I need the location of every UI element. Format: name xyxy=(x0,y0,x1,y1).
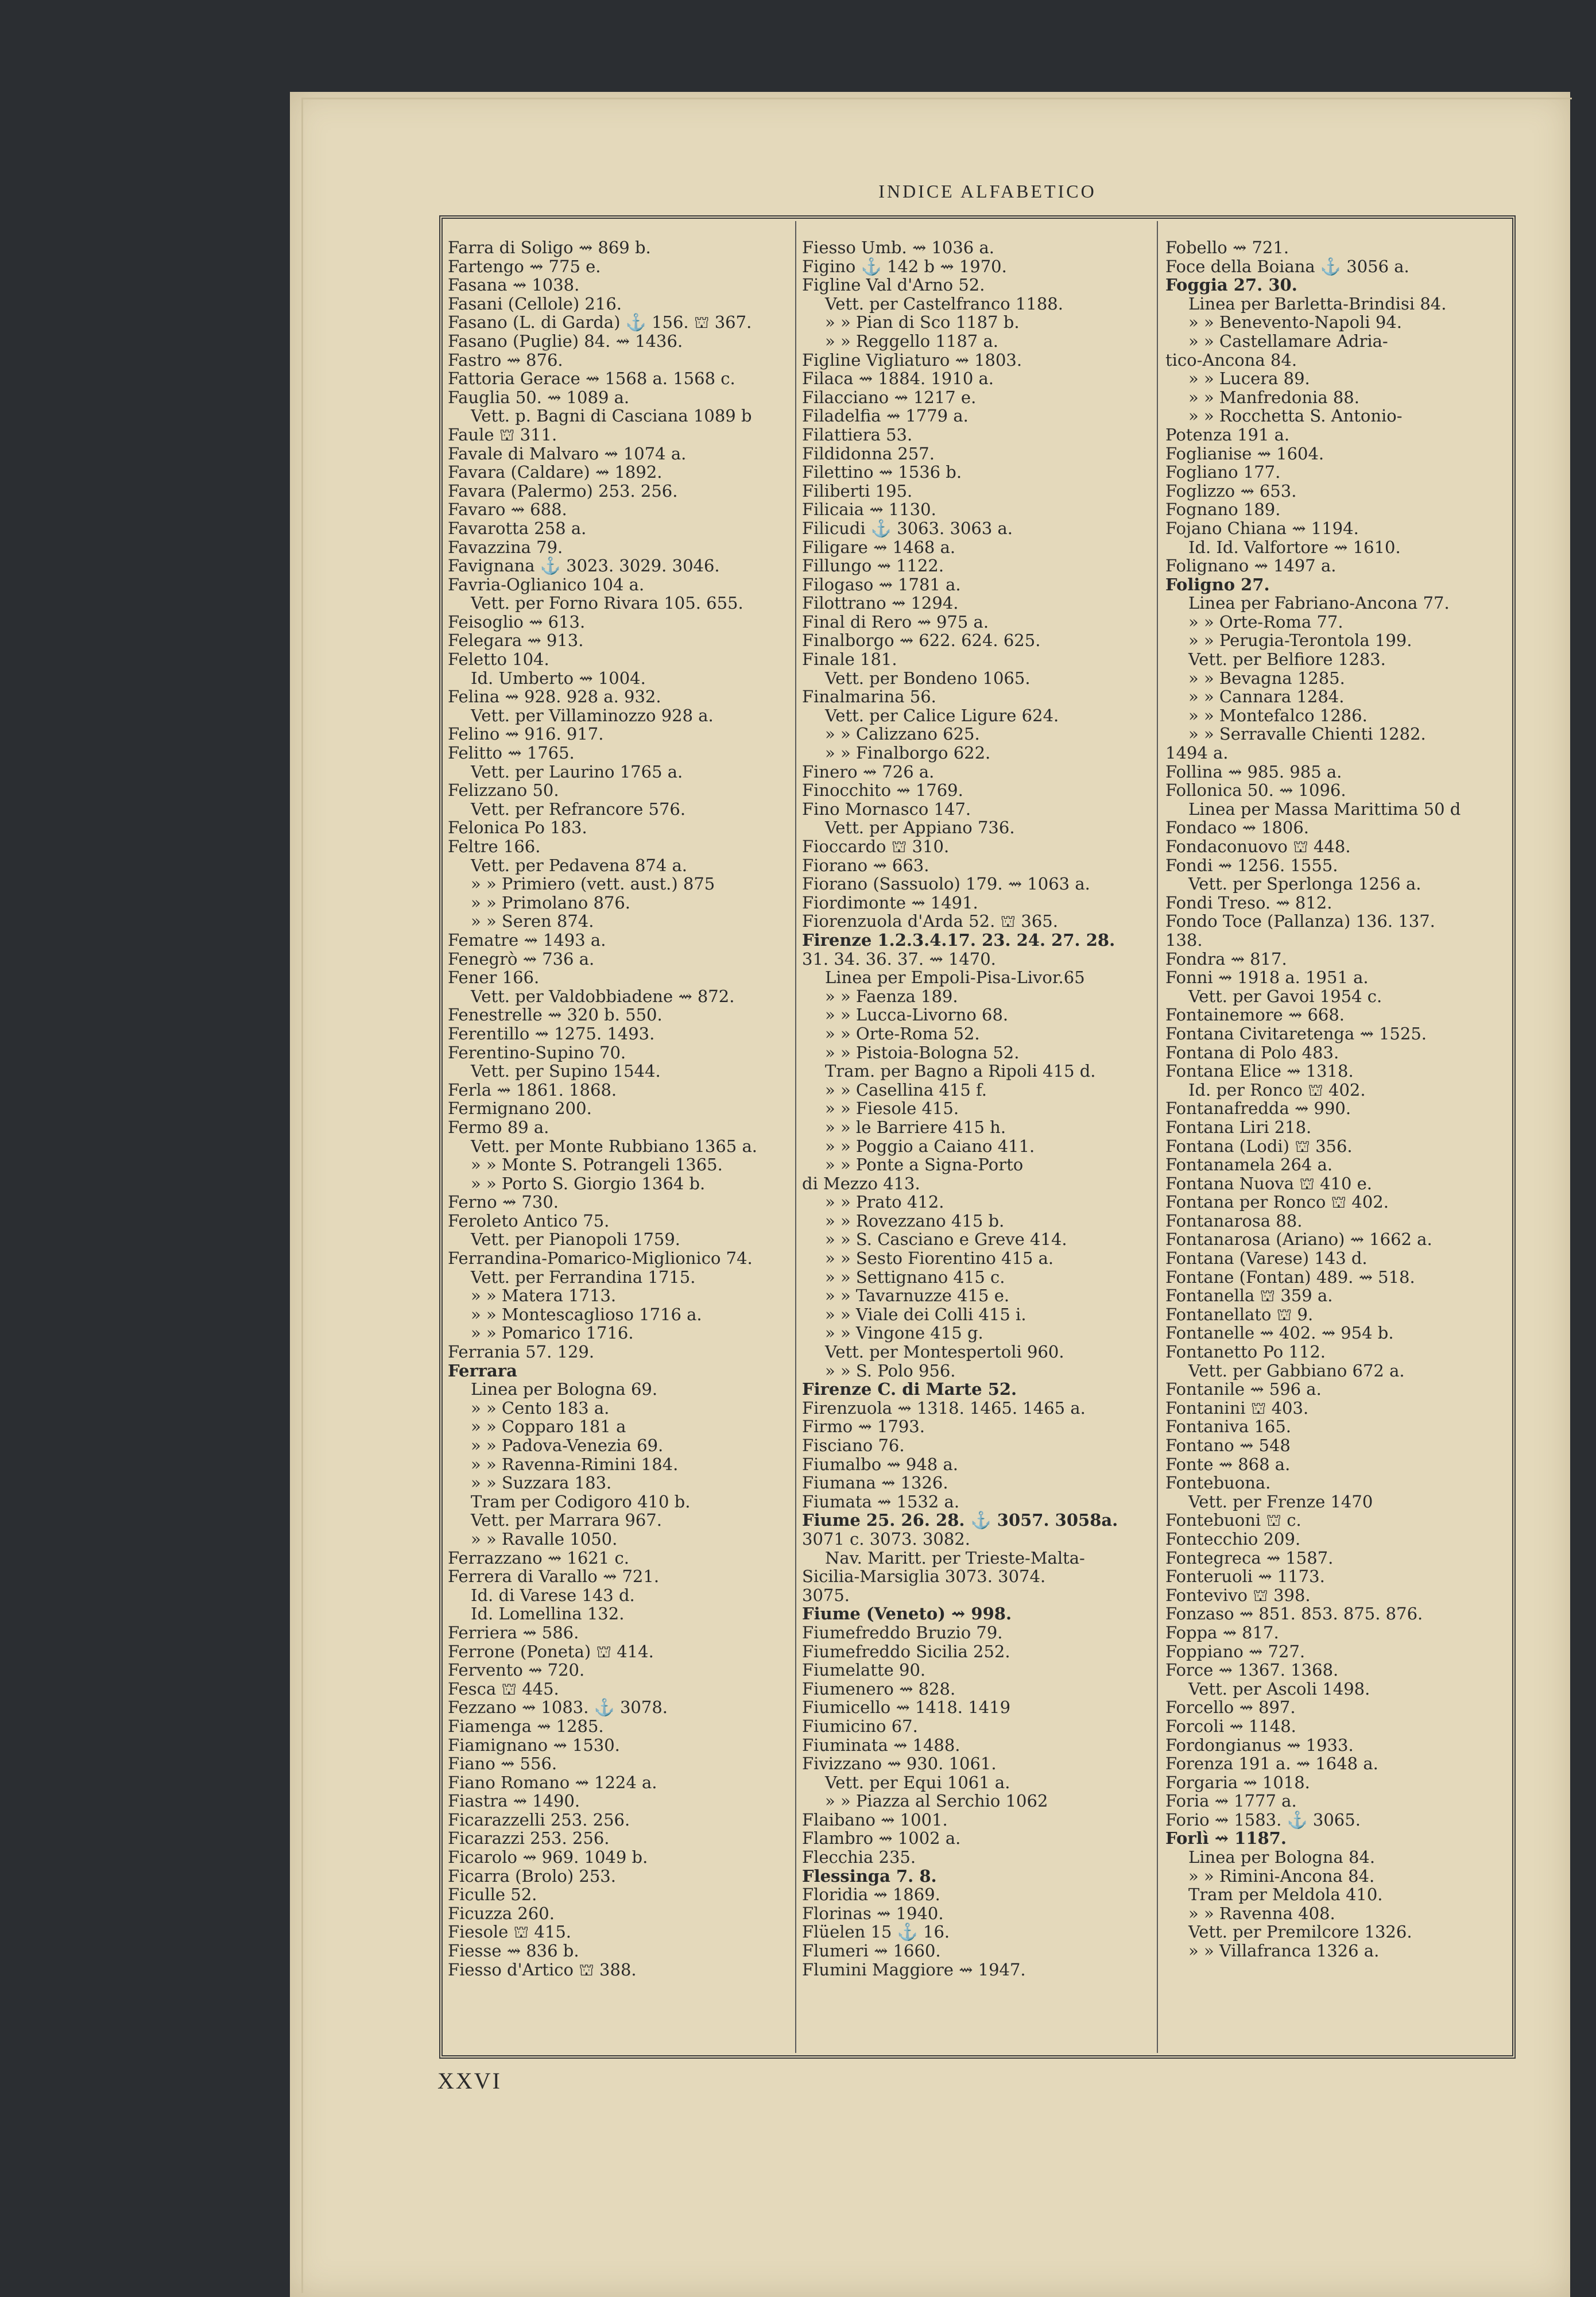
index-entry: Fezzano ⇝ 1083. ⚓ 3078. xyxy=(448,1697,668,1718)
index-entry: Fondaconuovo ⛫ 448. xyxy=(1165,837,1351,856)
index-entry: Feisoglio ⇝ 613. xyxy=(448,612,586,632)
index-entry: Ferrandina-Pomarico-Miglionico 74. xyxy=(448,1248,753,1269)
index-entry: Fondi Treso. ⇝ 812. xyxy=(1165,892,1332,912)
index-entry: Ferrone (Poneta) ⛫ 414. xyxy=(448,1641,654,1661)
index-entry: Fontana Elice ⇝ 1318. xyxy=(1165,1061,1354,1081)
index-entry: Ficarolo ⇝ 969. 1049 b. xyxy=(448,1847,648,1867)
index-entry: Linea per Fabriano-Ancona 77. xyxy=(1188,593,1450,613)
index-entry: » » Monte S. Potrangeli 1365. xyxy=(471,1155,723,1175)
index-entry: Vett. per Frenze 1470 xyxy=(1188,1491,1373,1511)
index-entry: Linea per Bologna 69. xyxy=(471,1379,658,1399)
index-entry: » » Porto S. Giorgio 1364 b. xyxy=(471,1173,706,1193)
index-entry: Vett. per Montespertoli 960. xyxy=(825,1342,1064,1362)
index-entry: » » Lucera 89. xyxy=(1188,369,1310,389)
index-entry: Fontano ⇝ 548 xyxy=(1165,1436,1291,1455)
index-entry: Fojano Chiana ⇝ 1194. xyxy=(1165,518,1359,538)
index-entry: » » Benevento-Napoli 94. xyxy=(1188,312,1402,332)
index-entry: Vett. per Ferrandina 1715. xyxy=(471,1267,696,1287)
index-entry: Fiumicello ⇝ 1418. 1419 xyxy=(802,1697,1011,1718)
index-entry: Figino ⚓ 142 b ⇝ 1970. xyxy=(802,256,1007,276)
index-entry: Linea per Massa Marittima 50 d xyxy=(1188,799,1461,819)
index-entry: 31. 34. 36. 37. ⇝ 1470. xyxy=(802,949,996,969)
index-entry: Feroleto Antico 75. xyxy=(448,1211,610,1231)
index-entry: Fino Mornasco 147. xyxy=(802,799,971,819)
index-entry: Favarotta 258 a. xyxy=(448,518,587,538)
index-entry: Vett. per Castelfranco 1188. xyxy=(825,293,1063,314)
index-entry: Filaca ⇝ 1884. 1910 a. xyxy=(802,369,994,389)
index-entry: Fonteruoli ⇝ 1173. xyxy=(1165,1567,1325,1587)
index-entry: Vett. per Monte Rubbiano 1365 a. xyxy=(471,1136,757,1156)
index-entry: Foppa ⇝ 817. xyxy=(1165,1622,1279,1642)
index-entry: Fartengo ⇝ 775 e. xyxy=(448,256,601,276)
index-entry: Fiamenga ⇝ 1285. xyxy=(448,1716,604,1736)
index-entry: Vett. per Villaminozzo 928 a. xyxy=(471,705,714,725)
index-entry: » » Tavarnuzze 415 e. xyxy=(825,1286,1010,1306)
index-entry: » » S. Casciano e Greve 414. xyxy=(825,1229,1067,1250)
index-entry: Fermo 89 a. xyxy=(448,1117,549,1137)
index-entry: Feltre 166. xyxy=(448,837,541,856)
index-entry: Fondo Toce (Pallanza) 136. 137. xyxy=(1165,911,1435,931)
index-entry: Foglizzo ⇝ 653. xyxy=(1165,481,1297,501)
index-entry: Fiume 25. 26. 28. ⚓ 3057. 3058a. xyxy=(802,1510,1118,1530)
index-entry: Fattoria Gerace ⇝ 1568 a. 1568 c. xyxy=(448,369,735,389)
index-entry: Ficulle 52. xyxy=(448,1885,537,1905)
index-entry: Finalmarina 56. xyxy=(802,687,936,707)
index-entry: Vett. per Pianopoli 1759. xyxy=(471,1229,681,1250)
index-entry: Fiuminata ⇝ 1488. xyxy=(802,1735,960,1755)
index-entry: Ficuzza 260. xyxy=(448,1903,555,1923)
index-entry: Filicudi ⚓ 3063. 3063 a. xyxy=(802,518,1013,538)
index-entry: Forenza 191 a. ⇝ 1648 a. xyxy=(1165,1754,1378,1774)
index-entry: Filiberti 195. xyxy=(802,481,913,501)
index-entry: 3075. xyxy=(802,1585,850,1605)
index-entry: Fontana Liri 218. xyxy=(1165,1117,1312,1137)
index-entry: Fiume (Veneto) ⇝ 998. xyxy=(802,1604,1012,1624)
index-entry: » » Cannara 1284. xyxy=(1188,687,1345,707)
index-entry: Floridia ⇝ 1869. xyxy=(802,1885,940,1905)
index-entry: Felina ⇝ 928. 928 a. 932. xyxy=(448,687,661,707)
index-entry: Firenzuola ⇝ 1318. 1465. 1465 a. xyxy=(802,1398,1086,1418)
index-entry: Follonica 50. ⇝ 1096. xyxy=(1165,780,1346,801)
index-entry: » » Suzzara 183. xyxy=(471,1473,612,1493)
index-entry: Figline Vigliaturo ⇝ 1803. xyxy=(802,350,1022,370)
index-entry: Fiordimonte ⇝ 1491. xyxy=(802,892,978,912)
index-entry: Figline Val d'Arno 52. xyxy=(802,275,985,295)
index-entry: Foglianise ⇝ 1604. xyxy=(1165,443,1324,463)
index-entry: Favale di Malvaro ⇝ 1074 a. xyxy=(448,443,687,463)
index-entry: Fonni ⇝ 1918 a. 1951 a. xyxy=(1165,968,1369,988)
index-entry: Nav. Maritt. per Trieste-Malta- xyxy=(825,1548,1085,1568)
index-entry: Felizzano 50. xyxy=(448,780,559,801)
column-divider xyxy=(795,221,796,2053)
index-entry: » » Montefalco 1286. xyxy=(1188,705,1368,725)
index-entry: Fonte ⇝ 868 a. xyxy=(1165,1454,1291,1474)
index-entry: Fontana (Varese) 143 d. xyxy=(1165,1248,1368,1269)
index-entry: Fastro ⇝ 876. xyxy=(448,350,563,370)
index-entry: Fontanini ⛫ 403. xyxy=(1165,1398,1309,1418)
index-entry: Fontana per Ronco ⛫ 402. xyxy=(1165,1192,1389,1212)
index-entry: Fiesso Umb. ⇝ 1036 a. xyxy=(802,238,994,257)
index-entry: » » le Barriere 415 h. xyxy=(825,1117,1006,1137)
index-entry: Id. Id. Valfortore ⇝ 1610. xyxy=(1188,537,1401,557)
index-entry: Tram. per Bagno a Ripoli 415 d. xyxy=(825,1061,1096,1081)
index-entry: tico-Ancona 84. xyxy=(1165,350,1297,370)
index-entry: Force ⇝ 1367. 1368. xyxy=(1165,1660,1339,1680)
index-entry: » » Faenza 189. xyxy=(825,986,958,1006)
index-entry: Favaro ⇝ 688. xyxy=(448,500,567,520)
index-entry: Fontana Civitaretenga ⇝ 1525. xyxy=(1165,1023,1427,1043)
index-entry: Ficarazzelli 253. 256. xyxy=(448,1809,630,1830)
index-entry: 138. xyxy=(1165,930,1203,950)
index-entry: Fiastra ⇝ 1490. xyxy=(448,1791,580,1811)
index-entry: Ficarazzi 253. 256. xyxy=(448,1828,610,1849)
index-entry: Fontaniva 165. xyxy=(1165,1417,1292,1437)
index-entry: Fisciano 76. xyxy=(802,1436,905,1455)
index-entry: Fontanetto Po 112. xyxy=(1165,1342,1326,1362)
index-entry: » » Villafranca 1326 a. xyxy=(1188,1941,1380,1961)
index-entry: Vett. per Gabbiano 672 a. xyxy=(1188,1360,1405,1380)
index-entry: Fiumenero ⇝ 828. xyxy=(802,1679,956,1699)
index-entry: » » Serravalle Chienti 1282. xyxy=(1188,724,1426,744)
index-entry: Fiesso d'Artico ⛫ 388. xyxy=(448,1959,637,1979)
index-entry: Flecchia 235. xyxy=(802,1847,916,1867)
index-entry: Finale 181. xyxy=(802,649,897,670)
index-entry: Ferrania 57. 129. xyxy=(448,1342,595,1362)
index-entry: Fontanelle ⇝ 402. ⇝ 954 b. xyxy=(1165,1323,1394,1343)
index-entry: Vett. per Refrancore 576. xyxy=(471,799,686,819)
index-entry: Favignana ⚓ 3023. 3029. 3046. xyxy=(448,556,720,576)
index-entry: » » Pian di Sco 1187 b. xyxy=(825,312,1020,332)
index-entry: Felonica Po 183. xyxy=(448,818,587,838)
index-entry: Foppiano ⇝ 727. xyxy=(1165,1641,1306,1661)
index-entry: Fiumicino 67. xyxy=(802,1716,918,1736)
index-entry: Firenze C. di Marte 52. xyxy=(802,1379,1017,1399)
index-entry: Vett. per Equi 1061 a. xyxy=(825,1772,1010,1792)
index-entry: » » Rocchetta S. Antonio- xyxy=(1188,406,1403,426)
index-entry: Id. Umberto ⇝ 1004. xyxy=(471,668,646,688)
page-number: XXVI xyxy=(437,2068,502,2094)
index-entry: Sicilia-Marsiglia 3073. 3074. xyxy=(802,1567,1046,1587)
index-entry: Fenestrelle ⇝ 320 b. 550. xyxy=(448,1005,663,1025)
index-entry: Foggia 27. 30. xyxy=(1165,275,1297,295)
index-entry: » » Perugia-Terontola 199. xyxy=(1188,631,1412,651)
index-entry: Farra di Soligo ⇝ 869 b. xyxy=(448,238,651,257)
index-entry: Fiorano ⇝ 663. xyxy=(802,855,929,875)
index-entry: Favazzina 79. xyxy=(448,537,563,557)
index-entry: Felegara ⇝ 913. xyxy=(448,631,584,651)
index-entry: Fervento ⇝ 720. xyxy=(448,1660,585,1680)
index-entry: Fontegreca ⇝ 1587. xyxy=(1165,1548,1334,1568)
index-entry: Ferentillo ⇝ 1275. 1493. xyxy=(448,1023,655,1043)
index-entry: Feletto 104. xyxy=(448,649,549,670)
index-entry: Fontanile ⇝ 596 a. xyxy=(1165,1379,1322,1399)
index-entry: Vett. per Pedavena 874 a. xyxy=(471,855,688,875)
index-entry: Fematre ⇝ 1493 a. xyxy=(448,930,606,950)
index-entry: Vett. per Bondeno 1065. xyxy=(825,668,1031,688)
index-entry: Filadelfia ⇝ 1779 a. xyxy=(802,406,969,426)
index-entry: Fontanarosa 88. xyxy=(1165,1211,1303,1231)
index-entry: » » Lucca-Livorno 68. xyxy=(825,1005,1009,1025)
index-entry: Felitto ⇝ 1765. xyxy=(448,743,575,763)
index-entry: Fildidonna 257. xyxy=(802,443,935,463)
index-entry: Vett. per Gavoi 1954 c. xyxy=(1188,986,1382,1006)
index-entry: Favara (Caldare) ⇝ 1892. xyxy=(448,462,663,482)
index-entry: Filottrano ⇝ 1294. xyxy=(802,593,959,613)
index-entry: Fenegrò ⇝ 736 a. xyxy=(448,949,595,969)
index-entry: Firenze 1.2.3.4.17. 23. 24. 27. 28. xyxy=(802,930,1115,950)
index-entry: Vett. per Marrara 967. xyxy=(471,1510,662,1530)
index-entry: Tram per Meldola 410. xyxy=(1188,1885,1383,1905)
index-entry: Fogliano 177. xyxy=(1165,462,1281,482)
index-entry: 1494 a. xyxy=(1165,743,1229,763)
index-entry: Filicaia ⇝ 1130. xyxy=(802,500,936,520)
index-entry: Potenza 191 a. xyxy=(1165,424,1290,444)
index-entry: Flambro ⇝ 1002 a. xyxy=(802,1828,961,1849)
index-entry: » » Settignano 415 c. xyxy=(825,1267,1005,1287)
index-entry: Vett. per Forno Rivara 105. 655. xyxy=(471,593,743,613)
index-entry: Fontanarosa (Ariano) ⇝ 1662 a. xyxy=(1165,1229,1432,1250)
index-entry: » » Orte-Roma 52. xyxy=(825,1023,980,1043)
index-entry: Fiano ⇝ 556. xyxy=(448,1754,557,1774)
index-entry: Ferrera di Varallo ⇝ 721. xyxy=(448,1567,660,1587)
index-entry: » » Padova-Venezia 69. xyxy=(471,1436,664,1455)
index-entry: Fioccardo ⛫ 310. xyxy=(802,837,950,856)
index-entry: Fiesse ⇝ 836 b. xyxy=(448,1941,579,1961)
index-entry: » » Pomarico 1716. xyxy=(471,1323,634,1343)
index-entry: Fondra ⇝ 817. xyxy=(1165,949,1287,969)
column-divider xyxy=(1157,221,1158,2053)
index-entry: Vett. per Premilcore 1326. xyxy=(1188,1922,1412,1942)
index-entry: Fontecchio 209. xyxy=(1165,1529,1301,1549)
index-entry: Faule ⛫ 311. xyxy=(448,424,557,444)
index-entry: Ferentino-Supino 70. xyxy=(448,1042,626,1062)
index-entry: Fontana Nuova ⛫ 410 e. xyxy=(1165,1173,1373,1193)
index-entry: » » Primolano 876. xyxy=(471,892,631,912)
index-entry: Vett. per Calice Ligure 624. xyxy=(825,705,1059,725)
index-entry: » » Piazza al Serchio 1062 xyxy=(825,1791,1048,1811)
index-entry: Follina ⇝ 985. 985 a. xyxy=(1165,761,1342,782)
index-entry: » » Seren 874. xyxy=(471,911,594,931)
index-entry: » » Primiero (vett. aust.) 875 xyxy=(471,874,715,894)
index-entry: Ferriera ⇝ 586. xyxy=(448,1622,579,1642)
index-entry: Fiumalbo ⇝ 948 a. xyxy=(802,1454,958,1474)
index-entry: » » Rovezzano 415 b. xyxy=(825,1211,1005,1231)
index-entry: Vett. per Sperlonga 1256 a. xyxy=(1188,874,1421,894)
index-entry: Flüelen 15 ⚓ 16. xyxy=(802,1922,950,1942)
index-column-2 xyxy=(802,238,1146,2041)
index-entry: Fiumefreddo Sicilia 252. xyxy=(802,1641,1010,1661)
index-entry: Tram per Codigoro 410 b. xyxy=(471,1491,691,1511)
index-entry: » » Ponte a Signa-Porto xyxy=(825,1155,1024,1175)
index-entry: Folignano ⇝ 1497 a. xyxy=(1165,556,1337,576)
index-entry: Linea per Empoli-Pisa-Livor.65 xyxy=(825,968,1085,988)
index-entry: » » Finalborgo 622. xyxy=(825,743,991,763)
index-entry: Fiumelatte 90. xyxy=(802,1660,926,1680)
index-entry: Fobello ⇝ 721. xyxy=(1165,238,1289,257)
index-entry: Forio ⇝ 1583. ⚓ 3065. xyxy=(1165,1809,1361,1830)
index-entry: Florinas ⇝ 1940. xyxy=(802,1903,944,1923)
index-entry: » » S. Polo 956. xyxy=(825,1360,956,1380)
index-entry: » » Reggello 1187 a. xyxy=(825,331,998,351)
index-entry: Ferrazzano ⇝ 1621 c. xyxy=(448,1548,629,1568)
index-entry: Fiumefreddo Bruzio 79. xyxy=(802,1622,1003,1642)
index-entry: Foligno 27. xyxy=(1165,574,1270,594)
index-entry: Ficarra (Brolo) 253. xyxy=(448,1866,616,1886)
index-entry: Fordongianus ⇝ 1933. xyxy=(1165,1735,1354,1755)
index-entry: Filigare ⇝ 1468 a. xyxy=(802,537,956,557)
index-entry: Filacciano ⇝ 1217 e. xyxy=(802,387,977,407)
index-entry: Fontanellato ⛫ 9. xyxy=(1165,1304,1314,1324)
index-column-3 xyxy=(1165,238,1510,2041)
index-entry: Fiesole ⛫ 415. xyxy=(448,1922,571,1942)
index-entry: Fivizzano ⇝ 930. 1061. xyxy=(802,1754,997,1774)
index-entry: Vett. p. Bagni di Casciana 1089 b xyxy=(471,406,752,426)
index-entry: Fiorano (Sassuolo) 179. ⇝ 1063 a. xyxy=(802,874,1090,894)
index-entry: Fonzaso ⇝ 851. 853. 875. 876. xyxy=(1165,1604,1423,1624)
index-entry: Filettino ⇝ 1536 b. xyxy=(802,462,962,482)
index-entry: Foria ⇝ 1777 a. xyxy=(1165,1791,1297,1811)
index-entry: Forgaria ⇝ 1018. xyxy=(1165,1772,1310,1792)
index-entry: Fiumata ⇝ 1532 a. xyxy=(802,1491,960,1511)
index-entry: Fiumana ⇝ 1326. xyxy=(802,1473,948,1493)
index-entry: Fontanamela 264 a. xyxy=(1165,1155,1333,1175)
index-entry: Fontebuona. xyxy=(1165,1473,1271,1493)
index-entry: 3071 c. 3073. 3082. xyxy=(802,1529,970,1549)
index-entry: Vett. per Appiano 736. xyxy=(825,818,1015,838)
index-entry: Finalborgo ⇝ 622. 624. 625. xyxy=(802,631,1041,651)
index-entry: Fondaco ⇝ 1806. xyxy=(1165,818,1309,838)
index-entry: Fesca ⛫ 445. xyxy=(448,1679,559,1699)
index-entry: Id. Lomellina 132. xyxy=(471,1604,625,1624)
index-entry: Fiamignano ⇝ 1530. xyxy=(448,1735,620,1755)
index-entry: » » Vingone 415 g. xyxy=(825,1323,983,1343)
index-entry: » » Castellamare Adria- xyxy=(1188,331,1388,351)
index-entry: Vett. per Ascoli 1498. xyxy=(1188,1679,1370,1699)
index-entry: Fiorenzuola d'Arda 52. ⛫ 365. xyxy=(802,911,1058,931)
index-entry: Vett. per Supino 1544. xyxy=(471,1061,661,1081)
index-entry: Felino ⇝ 916. 917. xyxy=(448,724,604,744)
index-entry: » » Rimini-Ancona 84. xyxy=(1188,1866,1375,1886)
index-entry: Fillungo ⇝ 1122. xyxy=(802,556,944,576)
index-entry: Fasana ⇝ 1038. xyxy=(448,275,580,295)
index-entry: Forcello ⇝ 897. xyxy=(1165,1697,1296,1718)
index-entry: Fontainemore ⇝ 668. xyxy=(1165,1005,1345,1025)
index-entry: » » Copparo 181 a xyxy=(471,1417,626,1437)
index-entry: Id. di Varese 143 d. xyxy=(471,1585,635,1605)
index-entry: Filogaso ⇝ 1781 a. xyxy=(802,574,961,594)
index-entry: Id. per Ronco ⛫ 402. xyxy=(1188,1080,1366,1100)
index-entry: » » Manfredonia 88. xyxy=(1188,387,1359,407)
index-entry: Fognano 189. xyxy=(1165,500,1281,520)
index-entry: » » Calizzano 625. xyxy=(825,724,980,744)
index-entry: Fondi ⇝ 1256. 1555. xyxy=(1165,855,1338,875)
index-entry: » » Bevagna 1285. xyxy=(1188,668,1345,688)
index-entry: Fontane (Fontan) 489. ⇝ 518. xyxy=(1165,1267,1415,1287)
index-entry: Finero ⇝ 726 a. xyxy=(802,761,935,782)
index-entry: » » Sesto Fiorentino 415 a. xyxy=(825,1248,1054,1269)
index-entry: di Mezzo 413. xyxy=(802,1173,920,1193)
index-entry: Fauglia 50. ⇝ 1089 a. xyxy=(448,387,630,407)
index-entry: » » Poggio a Caiano 411. xyxy=(825,1136,1035,1156)
index-entry: Favria-Oglianico 104 a. xyxy=(448,574,645,594)
index-entry: Flaibano ⇝ 1001. xyxy=(802,1809,948,1830)
index-entry: Flumeri ⇝ 1660. xyxy=(802,1941,941,1961)
index-entry: Ferrara xyxy=(448,1360,517,1380)
index-entry: Fontana di Polo 483. xyxy=(1165,1042,1339,1062)
index-entry: » » Ravalle 1050. xyxy=(471,1529,618,1549)
index-entry: » » Matera 1713. xyxy=(471,1286,617,1306)
index-entry: Fontana (Lodi) ⛫ 356. xyxy=(1165,1136,1353,1156)
index-entry: Ferla ⇝ 1861. 1868. xyxy=(448,1080,617,1100)
index-entry: Fontanella ⛫ 359 a. xyxy=(1165,1286,1333,1306)
index-entry: Fasani (Cellole) 216. xyxy=(448,293,622,314)
index-entry: Forlì ⇝ 1187. xyxy=(1165,1828,1287,1849)
index-entry: Firmo ⇝ 1793. xyxy=(802,1417,925,1437)
index-entry: Favara (Palermo) 253. 256. xyxy=(448,481,678,501)
index-entry: » » Cento 183 a. xyxy=(471,1398,610,1418)
index-entry: Foce della Boiana ⚓ 3056 a. xyxy=(1165,256,1409,276)
index-entry: » » Ravenna 408. xyxy=(1188,1903,1335,1923)
index-entry: Forcoli ⇝ 1148. xyxy=(1165,1716,1296,1736)
index-entry: Flumini Maggiore ⇝ 1947. xyxy=(802,1959,1026,1979)
index-entry: Fiano Romano ⇝ 1224 a. xyxy=(448,1772,657,1792)
index-entry: Finocchito ⇝ 1769. xyxy=(802,780,963,801)
index-entry: Fontebuoni ⛫ c. xyxy=(1165,1510,1301,1530)
index-entry: Fermignano 200. xyxy=(448,1099,592,1119)
index-entry: » » Casellina 415 f. xyxy=(825,1080,987,1100)
index-entry: Fasano (Puglie) 84. ⇝ 1436. xyxy=(448,331,683,351)
index-entry: Flessinga 7. 8. xyxy=(802,1866,937,1886)
index-entry: Fasano (L. di Garda) ⚓ 156. ⛫ 367. xyxy=(448,312,752,332)
index-entry: » » Fiesole 415. xyxy=(825,1099,959,1119)
index-entry: » » Viale dei Colli 415 i. xyxy=(825,1304,1026,1324)
index-entry: » » Pistoia-Bologna 52. xyxy=(825,1042,1020,1062)
index-entry: Linea per Bologna 84. xyxy=(1188,1847,1376,1867)
index-entry: Fener 166. xyxy=(448,968,540,988)
index-entry: » » Montescaglioso 1716 a. xyxy=(471,1304,702,1324)
index-entry: » » Prato 412. xyxy=(825,1192,944,1212)
index-entry: Vett. per Laurino 1765 a. xyxy=(471,761,683,782)
index-entry: Vett. per Valdobbiadene ⇝ 872. xyxy=(471,986,735,1006)
index-entry: Fontanafredda ⇝ 990. xyxy=(1165,1099,1351,1119)
index-entry: » » Ravenna-Rimini 184. xyxy=(471,1454,679,1474)
running-head: INDICE ALFABETICO xyxy=(878,181,1097,202)
index-column-1 xyxy=(448,238,787,2041)
index-entry: Ferno ⇝ 730. xyxy=(448,1192,559,1212)
index-entry: » » Orte-Roma 77. xyxy=(1188,612,1343,632)
index-entry: Linea per Barletta-Brindisi 84. xyxy=(1188,293,1447,314)
index-entry: Final di Rero ⇝ 975 a. xyxy=(802,612,989,632)
index-entry: Vett. per Belfiore 1283. xyxy=(1188,649,1386,670)
index-entry: Fontevivo ⛫ 398. xyxy=(1165,1585,1311,1605)
index-entry: Filattiera 53. xyxy=(802,424,913,444)
